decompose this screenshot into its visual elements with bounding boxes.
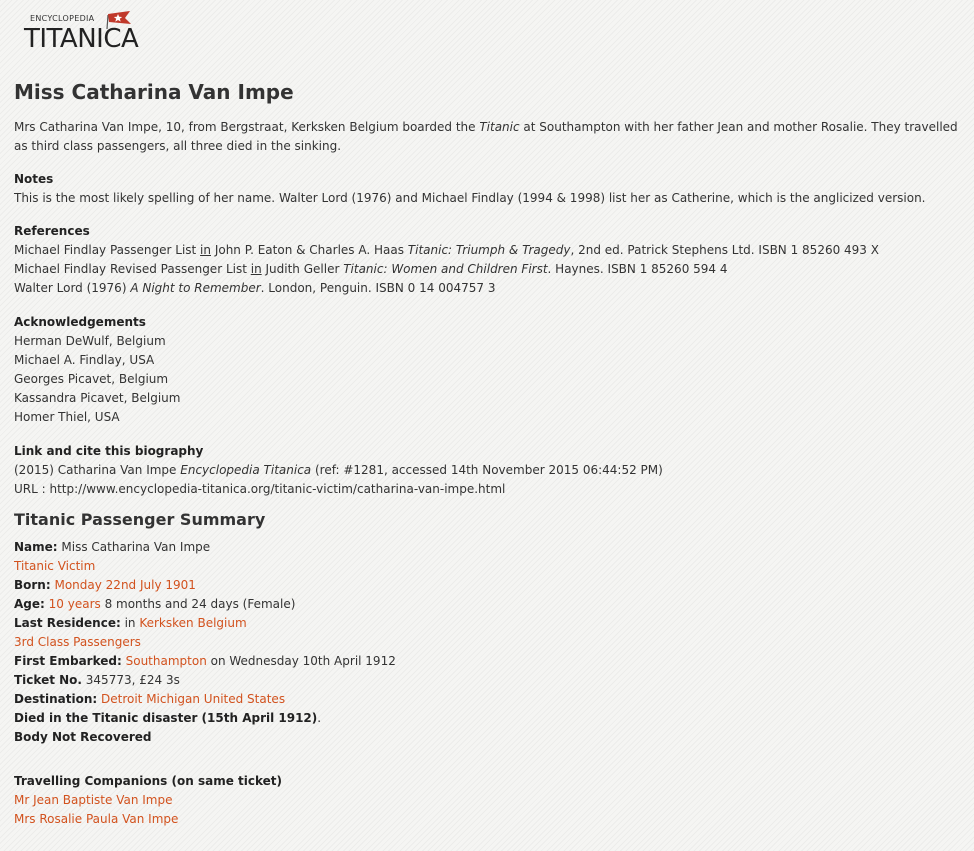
intro-ship: Titanic [479, 120, 520, 134]
reference-2-publisher: . Haynes. ISBN 1 85260 594 4 [547, 262, 728, 276]
summary-heading: Titanic Passenger Summary [14, 510, 266, 529]
reference-3-author: Walter Lord (1976) [14, 281, 131, 295]
reference-2-book: Titanic: Women and Children First [343, 262, 548, 276]
class-link[interactable]: 3rd Class Passengers [14, 635, 141, 649]
intro-text-2: at Southampton with her father Jean and mother Rosalie. They travelled as third class passengers, all three died in the sinking. [14, 120, 958, 153]
cite-site: Encyclopedia Titanica [180, 463, 312, 477]
acknowledgement-item: Georges Picavet, Belgium [14, 372, 169, 386]
intro-paragraph [14, 118, 964, 156]
reference-2-editor: Judith Geller [261, 262, 344, 276]
cite-url-line [14, 480, 964, 499]
age-label: Age: [14, 597, 45, 611]
cite-url-label: URL : [14, 482, 50, 496]
died-period: . [317, 711, 322, 725]
residence-in: in [120, 616, 140, 630]
born-label: Born: [14, 578, 51, 592]
summary-born [14, 576, 964, 595]
reference-3 [14, 279, 964, 298]
destination-label: Destination: [14, 692, 98, 706]
companion-link[interactable]: Mr Jean Baptiste Van Impe [14, 793, 173, 807]
summary-name [14, 538, 964, 557]
reference-3-book: A Night to Remember [130, 281, 261, 295]
page-title: Miss Catharina Van Impe [14, 80, 294, 104]
summary-age [14, 595, 964, 614]
age-rest: 8 months and 24 days (Female) [100, 597, 296, 611]
reference-1-editors: John P. Eaton & Charles A. Haas [211, 243, 408, 257]
references-section [14, 222, 964, 298]
reference-3-publisher: . London, Penguin. ISBN 0 14 004757 3 [260, 281, 496, 295]
summary-died [14, 709, 964, 728]
cite-ref: (ref: #1281, accessed 14th November 2015 06:44:52 PM) [311, 463, 663, 477]
residence-link[interactable]: Kerksken Belgium [139, 616, 247, 630]
embarked-label: First Embarked: [14, 654, 122, 668]
logo-big-text: TITANICA [24, 24, 139, 54]
reference-1-publisher: , 2nd ed. Patrick Stephens Ltd. ISBN 1 85260 493 X [570, 243, 879, 257]
companions-heading: Travelling Companions (on same ticket) [14, 774, 282, 788]
main-content [14, 78, 964, 829]
name-label: Name: [14, 540, 58, 554]
reference-1-book: Titanic: Triumph & Tragedy [407, 243, 571, 257]
residence-label: Last Residence: [14, 616, 121, 630]
companion-item [14, 791, 964, 810]
summary-embarked [14, 652, 964, 671]
cite-heading: Link and cite this biography [14, 444, 204, 458]
reference-2 [14, 260, 964, 279]
companion-link[interactable]: Mrs Rosalie Paula Van Impe [14, 812, 179, 826]
intro-text-1: Mrs Catharina Van Impe, 10, from Bergstraat, Kerksken Belgium boarded the [14, 120, 480, 134]
body-status: Body Not Recovered [14, 730, 152, 744]
cite-url: http://www.encyclopedia-titanica.org/titanic-victim/catharina-van-impe.html [49, 482, 506, 496]
summary-destination [14, 690, 964, 709]
notes-text: This is the most likely spelling of her name. Walter Lord (1976) and Michael Findlay (1994 & 1998) list her as Catherine, which is the anglicized version. [14, 191, 926, 205]
embarked-rest: on Wednesday 10th April 1912 [206, 654, 396, 668]
cite-text [14, 461, 964, 480]
white-star-flag-icon [106, 10, 132, 30]
acknowledgement-item: Michael A. Findlay, USA [14, 353, 155, 367]
reference-2-in: in [250, 262, 262, 276]
born-date-link[interactable]: Monday 22nd July 1901 [54, 578, 196, 592]
summary-body [14, 728, 964, 747]
site-logo[interactable] [24, 12, 149, 57]
notes-heading: Notes [14, 172, 54, 186]
reference-2-author: Michael Findlay Revised Passenger List [14, 262, 251, 276]
acknowledgement-item: Herman DeWulf, Belgium [14, 334, 166, 348]
notes-section [14, 170, 964, 208]
destination-link[interactable]: Detroit Michigan United States [101, 692, 286, 706]
age-link[interactable]: 10 years [48, 597, 101, 611]
cite-section [14, 442, 964, 499]
summary-victim [14, 557, 964, 576]
ticket-value: 345773, £24 3s [81, 673, 180, 687]
cite-author: (2015) Catharina Van Impe [14, 463, 181, 477]
titanic-victim-link[interactable]: Titanic Victim [14, 559, 96, 573]
name-value: Miss Catharina Van Impe [57, 540, 211, 554]
embarked-link[interactable]: Southampton [125, 654, 207, 668]
passenger-summary [14, 538, 964, 747]
logo-small-text: ENCYCLOPEDIA [30, 14, 95, 23]
reference-1-author: Michael Findlay Passenger List [14, 243, 201, 257]
acknowledgement-item: Kassandra Picavet, Belgium [14, 391, 181, 405]
acknowledgements-heading: Acknowledgements [14, 315, 146, 329]
summary-ticket [14, 671, 964, 690]
companion-item [14, 810, 964, 829]
references-heading: References [14, 224, 90, 238]
reference-1-in: in [200, 243, 211, 257]
companions-section [14, 772, 964, 829]
ticket-label: Ticket No. [14, 673, 82, 687]
summary-residence [14, 614, 964, 633]
acknowledgements-section [14, 313, 964, 427]
summary-class [14, 633, 964, 652]
died-text: Died in the Titanic disaster (15th April 1912) [14, 711, 318, 725]
acknowledgement-item: Homer Thiel, USA [14, 410, 120, 424]
reference-1 [14, 241, 964, 260]
